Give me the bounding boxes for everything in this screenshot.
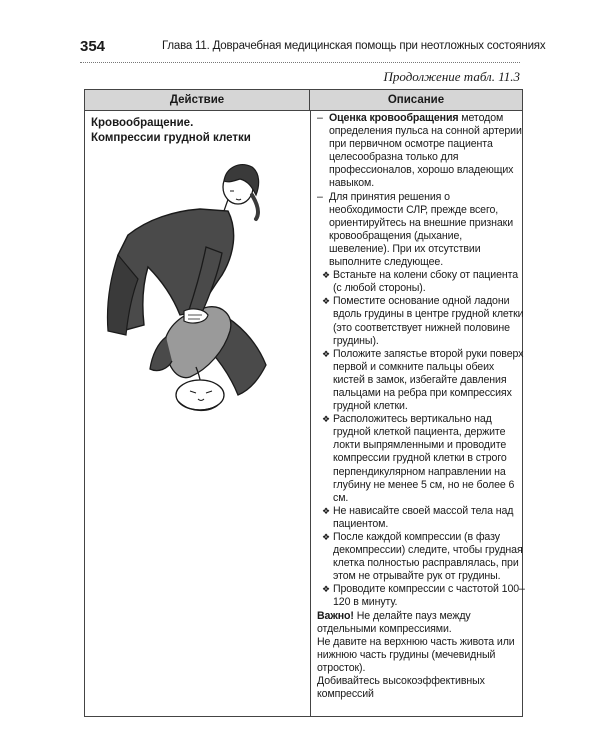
item1-text: методом определения пульса на сонной артерии при первичном осмотре пациента целесообразна только для профессионалов, хорошо владеющих навыком. [329,112,522,190]
diamond-bullet-icon: ❖ [322,584,330,595]
step-item: ❖ Положите запястье второй руки поверх первой и сомкните пальцы обеих кистей в замок, избегайте давления пальцами на ребра при компрессиях грудной клетки. [322,347,524,413]
step-item: ❖ После каждой компрессии (в фазу декомпрессии) следите, чтобы грудная клетка полностью расправлялась, при этом не отрывайте рук от грудины. [322,531,523,583]
description-item: – Для принятия решения о необходимости СЛР, прежде всего, ориентируйтесь на внешние признаки кровообращения (дыхание, шевеление). При их отсутствии выполните следующее. [317,191,525,270]
item1-bold: Оценка кровообращения [329,112,459,124]
important-note: Важно! Не делайте пауз между отдельными компрессиями. [317,609,471,635]
diamond-bullet-icon: ❖ [322,296,330,307]
note-paragraph: Добивайтесь высокоэффективных компрессий [317,675,485,701]
running-head: Глава 11. Доврачебная медицинская помощь при неотложных состояниях [162,40,546,52]
action-line-2: Компрессии грудной клетки [91,131,251,144]
cpr-chest-compressions-illustration [88,155,288,415]
description-cell [317,112,525,701]
column-divider [310,111,311,716]
action-line-1: Кровообращение. [91,117,194,129]
step-item: ❖ Не нависайте своей массой тела над пациентом. [322,504,514,530]
step-item: ❖ Расположитесь вертикально над грудной клеткой пациента, держите локти выпрямленными и проводите компрессии грудной клетки в строго перпендикулярном направлении на глубину не менее 5 см, но не более 6 см. [322,413,515,504]
important-label: Важно! [317,609,354,622]
diamond-bullet-icon: ❖ [322,348,330,359]
description-item: – Оценка кровообращения методом определения пульса на сонной артерии при первичном осмотре пациента целесообразна только для профессионалов, хорошо владеющих навыком. [317,112,522,190]
step-item: ❖ Поместите основание одной ладони вдоль грудины в центре грудной клетки (это соответствует нижней половине грудины). [322,295,524,347]
step-item: ❖ Проводите компрессии с частотой 100–120 в минуту. [322,583,525,609]
diamond-bullet-icon: ❖ [322,532,330,542]
header-action: Действие [85,90,310,111]
header-description: Описание [310,90,522,111]
action-title [91,116,301,145]
note-paragraph: Не давите на верхнюю часть живота или нижнюю часть грудины (мечевидный отросток). [317,635,515,674]
table-continuation-label: Продолжение табл. 11.3 [383,69,520,84]
diamond-bullet-icon: ❖ [322,414,330,425]
diamond-bullet-icon: ❖ [322,505,330,516]
diamond-bullet-icon: ❖ [322,270,330,281]
item2-text: Для принятия решения о необходимости СЛР, прежде всего, ориентируйтесь на внешние признаки кровообращения (дыхание, шевеление). При их отсутствии выполните следующее. [329,190,514,269]
page-number: 354 [80,38,106,55]
step-item: ❖ Встаньте на колени сбоку от пациента (с любой стороны). [322,269,519,295]
page-header [80,38,546,63]
